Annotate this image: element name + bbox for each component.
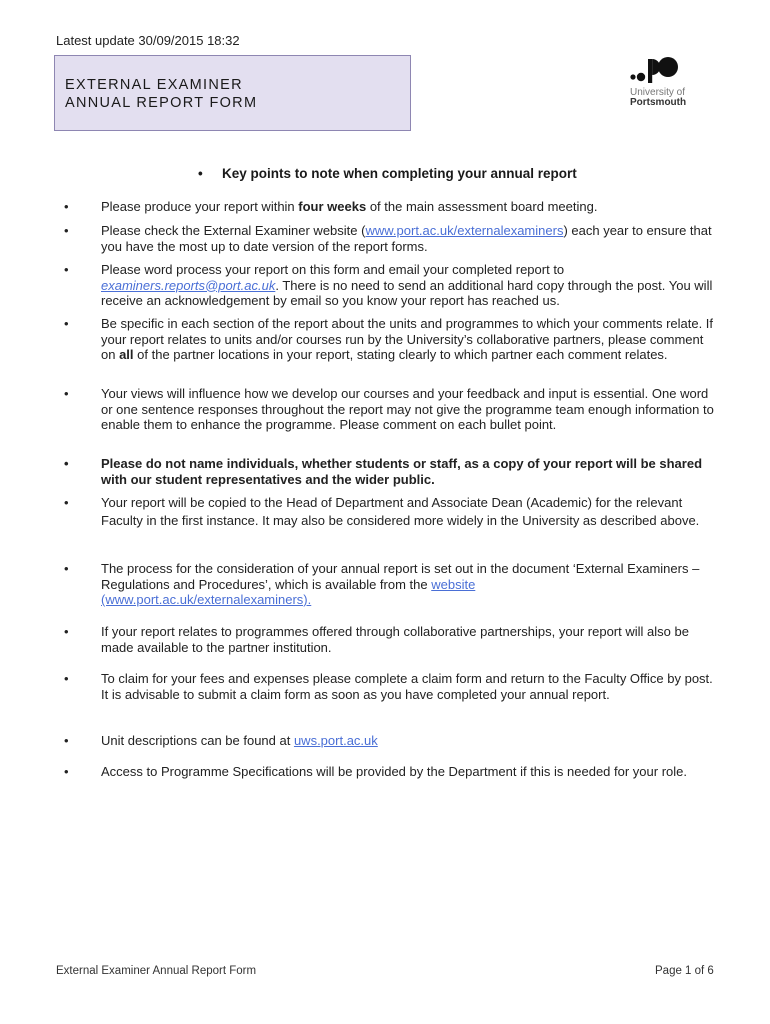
bullet-marker: • bbox=[64, 764, 69, 779]
examiners-email-link[interactable]: examiners.reports@port.ac.uk bbox=[101, 277, 276, 293]
bullet-marker: • bbox=[64, 262, 69, 277]
logo-portsmouth: Portsmouth bbox=[630, 97, 687, 108]
list-item: • Your report will be copied to the Head of Department and Associate Dean (Academic) for the relevant Faculty in the first instance. It may also be considered more widely in the University as described above. bbox=[64, 495, 700, 528]
bullet-marker: • bbox=[64, 386, 69, 401]
bullet-marker: • bbox=[64, 561, 69, 576]
form-title-line-1: EXTERNAL EXAMINER bbox=[65, 77, 243, 93]
list-item: • The process for the consideration of your annual report is set out in the document ‘External Examiners – Regulations and Procedures’, which is available from the website (www.port.ac.uk/externalexaminers). bbox=[64, 561, 700, 607]
logo-university-of: University of bbox=[630, 87, 686, 98]
bullet-marker: • bbox=[64, 624, 69, 639]
bullet-marker: • bbox=[64, 671, 69, 686]
form-title-line-2: ANNUAL REPORT FORM bbox=[65, 95, 258, 111]
key-points-heading-text: Key points to note when completing your annual report bbox=[222, 166, 577, 181]
bullet-marker: • bbox=[64, 495, 69, 510]
bullet-marker: • bbox=[64, 316, 69, 331]
list-item: • Access to Programme Specifications will be provided by the Department if this is needed for your role. bbox=[64, 764, 687, 779]
website-link[interactable]: website bbox=[431, 576, 476, 592]
unit-descriptions-link[interactable]: uws.port.ac.uk bbox=[293, 733, 378, 748]
bullet-marker: • bbox=[64, 223, 69, 238]
footer-document-title: External Examiner Annual Report Form bbox=[56, 965, 257, 977]
list-item: • If your report relates to programmes offered through collaborative partnerships, your report will also be made available to the partner institution. bbox=[64, 624, 689, 655]
external-examiners-url-link[interactable]: (www.port.ac.uk/externalexaminers). bbox=[101, 592, 312, 607]
footer-page-number: Page 1 of 6 bbox=[655, 965, 714, 977]
list-item: • Please do not name individuals, whether students or staff, as a copy of your report will be shared with our student representatives and the wider public. bbox=[64, 456, 703, 487]
list-item: • To claim for your fees and expenses please complete a claim form and return to the Faculty Office by post. It is advisable to submit a claim form as soon as you have completed your annual report. bbox=[64, 671, 713, 702]
bullet-marker: • bbox=[64, 456, 69, 471]
list-item: • Please word process your report on this form and email your completed report to examiners.reports@port.ac.uk. There is no need to send an additional hard copy through the post. You will receive an acknowledgement by email so you know your report has reached us. bbox=[64, 262, 713, 308]
list-item: • Please check the External Examiner website (www.port.ac.uk/externalexaminers) each year to ensure that you have the most up to date version of the report forms. bbox=[64, 223, 712, 254]
list-item: • Unit descriptions can be found at uws.port.ac.uk bbox=[64, 733, 378, 748]
list-item: • Be specific in each section of the report about the units and programmes to which your comments relate. If your report relates to units and/or courses run by the University’s collaborative partners, please comment on all of the partner locations in your report, stating clearly to which partner each comment relates. bbox=[64, 316, 714, 362]
bullet-marker: • bbox=[64, 199, 69, 214]
form-title-box bbox=[54, 55, 411, 131]
key-points-bullet: • bbox=[198, 166, 203, 181]
university-logo-icon bbox=[630, 55, 690, 87]
bullet-marker: • bbox=[64, 733, 69, 748]
latest-update-text: Latest update 30/09/2015 18:32 bbox=[56, 33, 240, 48]
list-item: • Please produce your report within four weeks of the main assessment board meeting. bbox=[64, 199, 598, 214]
external-examiners-website-link[interactable]: www.port.ac.uk/externalexaminers bbox=[365, 223, 564, 238]
list-item: • Your views will influence how we develop our courses and your feedback and input is essential. One word or one sentence responses throughout the report may not give the programme team enough information to enable them to enhance the programme. Please comment on each bullet point. bbox=[64, 386, 714, 432]
university-logo bbox=[626, 55, 696, 110]
